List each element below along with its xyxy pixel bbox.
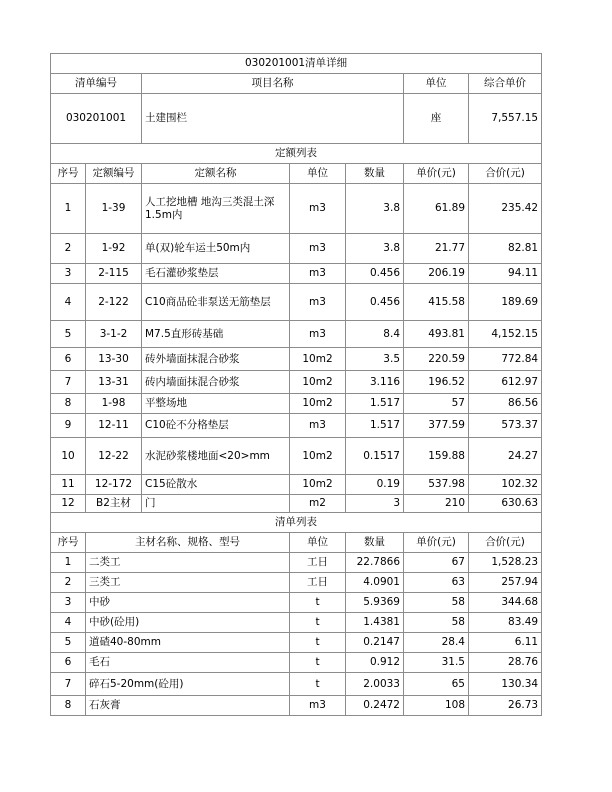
material-price: 67 (404, 553, 469, 573)
quota-qty: 1.517 (346, 394, 404, 414)
material-row (51, 653, 542, 673)
quota-code: 2-115 (86, 264, 142, 284)
quota-no: 12 (51, 495, 86, 513)
quota-price: 206.19 (404, 264, 469, 284)
material-total: 28.76 (469, 653, 542, 673)
material-unit: t (290, 633, 346, 653)
material-price: 108 (404, 696, 469, 716)
quota-unit: 10m2 (290, 371, 346, 394)
quota-code: 12-11 (86, 414, 142, 438)
material-total: 257.94 (469, 573, 542, 593)
quota-price: 377.59 (404, 414, 469, 438)
quota-qty: 0.19 (346, 475, 404, 495)
quota-code: 3-1-2 (86, 321, 142, 348)
material-price: 28.4 (404, 633, 469, 653)
material-qty: 22.7866 (346, 553, 404, 573)
quota-unit: m3 (290, 284, 346, 321)
materials-section-title: 清单列表 (51, 513, 542, 533)
quota-name: 水泥砂浆楼地面<20>mm (142, 438, 290, 475)
quota-total: 24.27 (469, 438, 542, 475)
header-unit-price: 综合单价 (469, 74, 542, 94)
quota-total: 82.81 (469, 234, 542, 264)
quota-price: 159.88 (404, 438, 469, 475)
material-no: 4 (51, 613, 86, 633)
quota-code: 1-98 (86, 394, 142, 414)
material-no: 5 (51, 633, 86, 653)
quota-qty: 8.4 (346, 321, 404, 348)
quota-price: 493.81 (404, 321, 469, 348)
material-qty: 4.0901 (346, 573, 404, 593)
material-qty: 0.2472 (346, 696, 404, 716)
header-unit: 单位 (404, 74, 469, 94)
material-qty: 1.4381 (346, 613, 404, 633)
quota-no: 8 (51, 394, 86, 414)
quota-code: 1-92 (86, 234, 142, 264)
quota-row (51, 348, 542, 371)
quota-row (51, 414, 542, 438)
quota-code: 13-30 (86, 348, 142, 371)
quota-no: 2 (51, 234, 86, 264)
quota-price: 61.89 (404, 184, 469, 234)
quota-total: 102.32 (469, 475, 542, 495)
quota-header-qty: 数量 (346, 164, 404, 184)
quota-name: C15砼散水 (142, 475, 290, 495)
quota-no: 1 (51, 184, 86, 234)
quota-code: 2-122 (86, 284, 142, 321)
bill-code: 030201001 (51, 94, 142, 144)
material-name: 中砂(砼用) (86, 613, 290, 633)
material-total: 26.73 (469, 696, 542, 716)
material-no: 2 (51, 573, 86, 593)
material-price: 63 (404, 573, 469, 593)
quota-qty: 0.1517 (346, 438, 404, 475)
quota-unit: m2 (290, 495, 346, 513)
quota-unit: 10m2 (290, 438, 346, 475)
quota-total: 86.56 (469, 394, 542, 414)
quota-name: 毛石灌砂浆垫层 (142, 264, 290, 284)
quota-qty: 3.8 (346, 234, 404, 264)
quota-name: C10商品砼非泵送无筋垫层 (142, 284, 290, 321)
quota-qty: 3.116 (346, 371, 404, 394)
material-unit: t (290, 593, 346, 613)
material-unit: t (290, 673, 346, 696)
material-name: 碎石5-20mm(砼用) (86, 673, 290, 696)
quota-no: 4 (51, 284, 86, 321)
material-unit: m3 (290, 696, 346, 716)
quota-unit: 10m2 (290, 348, 346, 371)
material-unit: t (290, 653, 346, 673)
quota-unit: 10m2 (290, 475, 346, 495)
quota-header-no: 序号 (51, 164, 86, 184)
quota-unit: m3 (290, 321, 346, 348)
material-total: 83.49 (469, 613, 542, 633)
quota-total: 4,152.15 (469, 321, 542, 348)
quota-row (51, 475, 542, 495)
material-total: 1,528.23 (469, 553, 542, 573)
material-name: 二类工 (86, 553, 290, 573)
quota-total: 612.97 (469, 371, 542, 394)
quota-header-price: 单价(元) (404, 164, 469, 184)
item-unit-price: 7,557.15 (469, 94, 542, 144)
materials-header-name: 主材名称、规格、型号 (86, 533, 290, 553)
quota-no: 6 (51, 348, 86, 371)
quota-header-row (51, 164, 542, 184)
material-unit: t (290, 613, 346, 633)
quota-row (51, 394, 542, 414)
quota-price: 21.77 (404, 234, 469, 264)
quota-no: 3 (51, 264, 86, 284)
quota-row (51, 184, 542, 234)
materials-header-row (51, 533, 542, 553)
materials-header-total: 合价(元) (469, 533, 542, 553)
quota-qty: 0.456 (346, 264, 404, 284)
material-row (51, 553, 542, 573)
quota-price: 220.59 (404, 348, 469, 371)
quota-total: 94.11 (469, 264, 542, 284)
quota-price: 196.52 (404, 371, 469, 394)
material-total: 344.68 (469, 593, 542, 613)
quota-name: 单(双)轮车运土50m内 (142, 234, 290, 264)
quota-qty: 3.5 (346, 348, 404, 371)
summary-row (51, 94, 542, 144)
material-price: 31.5 (404, 653, 469, 673)
quota-header-total: 合价(元) (469, 164, 542, 184)
quota-row (51, 438, 542, 475)
page-title: 030201001清单详细 (51, 54, 542, 74)
quota-code: B2主材 (86, 495, 142, 513)
header-item-name: 项目名称 (142, 74, 404, 94)
bill-detail-table (50, 53, 542, 716)
quota-price: 210 (404, 495, 469, 513)
quota-total: 772.84 (469, 348, 542, 371)
quota-no: 7 (51, 371, 86, 394)
quota-unit: 10m2 (290, 394, 346, 414)
header-bill-code: 清单编号 (51, 74, 142, 94)
quota-qty: 0.456 (346, 284, 404, 321)
quota-price: 537.98 (404, 475, 469, 495)
quota-header-unit: 单位 (290, 164, 346, 184)
quota-name: C10砼不分格垫层 (142, 414, 290, 438)
quota-price: 57 (404, 394, 469, 414)
quota-no: 11 (51, 475, 86, 495)
material-no: 3 (51, 593, 86, 613)
quota-total: 235.42 (469, 184, 542, 234)
quota-unit: m3 (290, 264, 346, 284)
material-row (51, 633, 542, 653)
quota-header-code: 定额编号 (86, 164, 142, 184)
materials-header-price: 单价(元) (404, 533, 469, 553)
material-qty: 0.2147 (346, 633, 404, 653)
quota-unit: m3 (290, 234, 346, 264)
material-no: 7 (51, 673, 86, 696)
materials-header-unit: 单位 (290, 533, 346, 553)
material-total: 130.34 (469, 673, 542, 696)
material-name: 三类工 (86, 573, 290, 593)
material-unit: 工日 (290, 573, 346, 593)
material-total: 6.11 (469, 633, 542, 653)
quota-row (51, 234, 542, 264)
quota-name: 砖内墙面抹混合砂浆 (142, 371, 290, 394)
quota-no: 9 (51, 414, 86, 438)
material-no: 8 (51, 696, 86, 716)
material-qty: 0.912 (346, 653, 404, 673)
quota-row (51, 371, 542, 394)
quota-row (51, 284, 542, 321)
quota-header-name: 定额名称 (142, 164, 290, 184)
material-qty: 5.9369 (346, 593, 404, 613)
item-name: 土建围栏 (142, 94, 404, 144)
quota-total: 630.63 (469, 495, 542, 513)
quota-row (51, 495, 542, 513)
material-no: 1 (51, 553, 86, 573)
material-price: 58 (404, 613, 469, 633)
quota-row (51, 264, 542, 284)
quota-qty: 3 (346, 495, 404, 513)
quota-name: M7.5直形砖基础 (142, 321, 290, 348)
material-row (51, 593, 542, 613)
material-price: 58 (404, 593, 469, 613)
material-row (51, 673, 542, 696)
quota-no: 5 (51, 321, 86, 348)
material-qty: 2.0033 (346, 673, 404, 696)
quota-code: 12-22 (86, 438, 142, 475)
quota-price: 415.58 (404, 284, 469, 321)
quota-row (51, 321, 542, 348)
material-name: 道碴40-80mm (86, 633, 290, 653)
quota-total: 189.69 (469, 284, 542, 321)
quota-qty: 3.8 (346, 184, 404, 234)
quota-name: 门 (142, 495, 290, 513)
item-unit: 座 (404, 94, 469, 144)
quota-unit: m3 (290, 414, 346, 438)
material-row (51, 696, 542, 716)
quota-qty: 1.517 (346, 414, 404, 438)
material-row (51, 573, 542, 593)
quota-total: 573.37 (469, 414, 542, 438)
quota-code: 12-172 (86, 475, 142, 495)
material-unit: 工日 (290, 553, 346, 573)
quota-name: 砖外墙面抹混合砂浆 (142, 348, 290, 371)
summary-header-row (51, 74, 542, 94)
quota-name: 人工挖地槽 地沟三类混土深1.5m内 (142, 184, 290, 234)
quota-name: 平整场地 (142, 394, 290, 414)
quota-unit: m3 (290, 184, 346, 234)
material-row (51, 613, 542, 633)
material-name: 石灰膏 (86, 696, 290, 716)
material-price: 65 (404, 673, 469, 696)
materials-rows (51, 553, 542, 716)
quota-no: 10 (51, 438, 86, 475)
quota-code: 13-31 (86, 371, 142, 394)
quota-section-title: 定额列表 (51, 144, 542, 164)
quota-code: 1-39 (86, 184, 142, 234)
quota-rows (51, 184, 542, 513)
material-name: 中砂 (86, 593, 290, 613)
material-no: 6 (51, 653, 86, 673)
materials-header-qty: 数量 (346, 533, 404, 553)
materials-header-no: 序号 (51, 533, 86, 553)
material-name: 毛石 (86, 653, 290, 673)
